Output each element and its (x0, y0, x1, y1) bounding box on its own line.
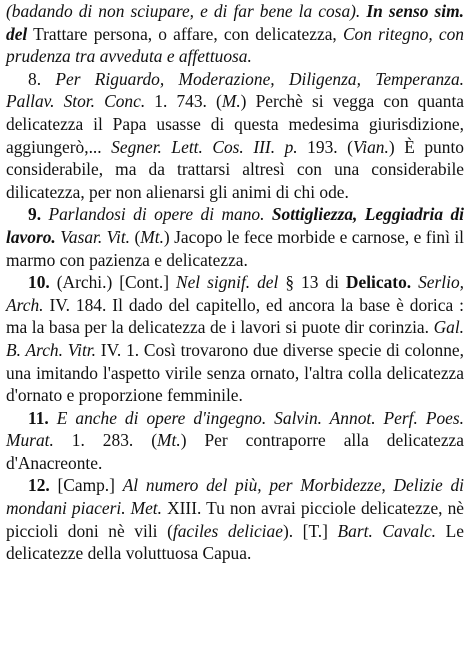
italic-text: Segner. Lett. Cos. III. p. (111, 136, 298, 157)
entry-paragraph-11 (6, 407, 464, 475)
body-text: (Archi.) [Cont.] (49, 272, 176, 293)
body-text: ) Perchè si vegga con quanta delicatezza il Papa usasse di questa medesima giurisdizione, aggiungerò,... (6, 91, 464, 157)
body-text: IV. 1. Così trovarono due diverse specie di colonne, una imitando l'aspetto virile senza ornato, l'altra colla delicatezza d'ornato e proporzione femminile. (6, 339, 464, 406)
entry-paragraph-10 (6, 271, 464, 407)
body-text: ). [T.] (282, 520, 338, 541)
body-text: 1. 743. ( (145, 91, 222, 112)
body-text: ( (130, 226, 141, 247)
body-text: IV. 184. Il dado del capitello, ed ancora la base è dorica : ma la basa per la delicatezza de i lavori si puote dir corinzia. (6, 294, 464, 338)
dictionary-page (6, 0, 464, 565)
bold-italic-text: Sottigliezza, Leggiadria di lavoro. (6, 204, 464, 247)
italic-text: Serlio, Arch. (6, 272, 464, 315)
entry-paragraph-9 (6, 203, 464, 271)
body-text: XIII. Tu non avrai picciole delicatezze, nè piccioli doni nè vili ( (6, 498, 464, 541)
italic-text: Gal. B. Arch. Vitr. (6, 317, 464, 360)
italic-text: Parlandosi di opere di mano. (41, 204, 272, 225)
body-text: § 13 di (278, 272, 346, 293)
source-abbrev: Mt. (140, 226, 164, 247)
italic-text: Per Riguardo, Moderazione, Diligenza, Temperanza. Pallav. Stor. Conc. (6, 68, 464, 112)
body-text: ) È punto considerabile, ma da trattarsi altresì con una considerabile dilicatezza, per non alienarsi gli animi di chi ode. (6, 136, 464, 202)
sense-number: 12. (28, 475, 50, 496)
sense-number: 8. (28, 68, 42, 89)
body-text: [Camp.] (49, 475, 123, 496)
italic-text: Nel signif. del (175, 272, 279, 293)
sense-number: 11. (28, 407, 49, 428)
body-text: ) Jacopo le fece morbide e carnose, e finì il marmo con pazienza e delicatezza. (6, 226, 465, 270)
sense-number: 9. (28, 204, 42, 225)
body-text: ) Per contraporre alla delicatezza d'Anacreonte. (6, 430, 464, 473)
body-text: 1. 283. ( (53, 430, 158, 451)
italic-text: Bart. Cavalc. (337, 520, 437, 541)
italic-text: Vasar. Vit. (55, 226, 131, 247)
body-text: 193. ( (297, 136, 353, 157)
italic-text: (badando di non sciupare, e di far bene la cosa). (6, 1, 361, 21)
entry-paragraph-8 (6, 68, 464, 204)
entry-paragraph-12 (6, 474, 464, 564)
body-text: Trattare persona, o affare, con delicatezza, (27, 23, 343, 44)
sense-number: 10. (28, 272, 50, 293)
italic-text: faciles deliciae (172, 520, 283, 541)
entry-paragraph-continuation (6, 0, 464, 68)
italic-text: Con ritegno, con prudenza tra avveduta e affettuosa. (6, 23, 464, 67)
source-abbrev: Mt. (157, 430, 181, 451)
source-abbrev: Vian. (352, 136, 389, 157)
source-abbrev: M. (221, 91, 241, 112)
bold-italic-text: In senso sim. del (6, 1, 464, 44)
italic-text: Al numero del più, per Morbidezze, Delizie di mondani piaceri. Met. (6, 475, 464, 519)
italic-text: E anche di opere d'ingegno. Salvin. Annot. Perf. Poes. Murat. (6, 407, 464, 451)
body-text: Le delicatezze della voluttuosa Capua. (6, 520, 464, 564)
bold-text: Delicato. (345, 272, 412, 293)
